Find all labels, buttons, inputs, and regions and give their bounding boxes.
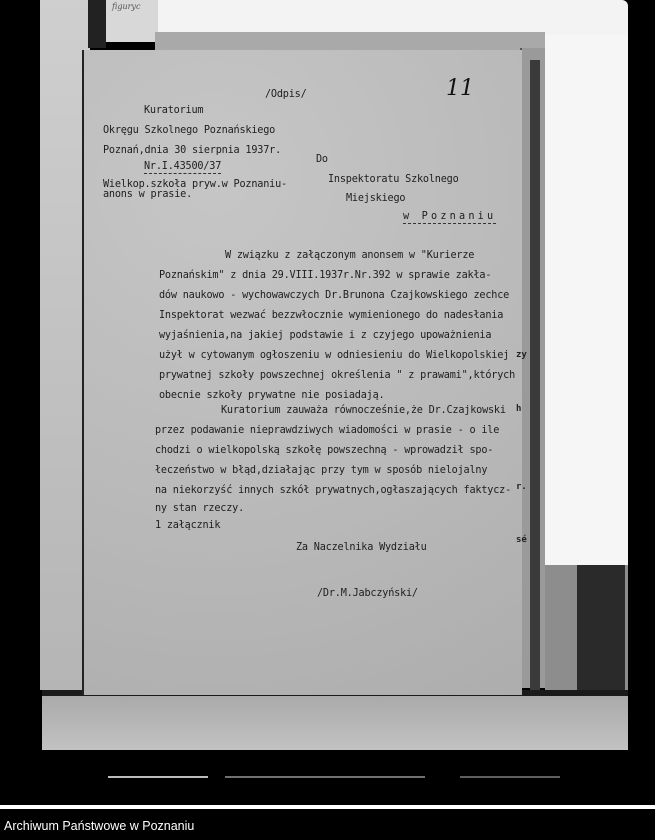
margin-fragment: r. bbox=[516, 482, 527, 492]
film-scratch bbox=[108, 776, 208, 778]
body-line: obecnie szkoły prywatne nie posiadają. bbox=[159, 390, 385, 401]
body-line: dów naukowo - wychowawczych Dr.Brunona Czajkowskiego zechce bbox=[159, 290, 510, 301]
folder-tab bbox=[106, 0, 158, 42]
signature-on-behalf: Za Naczelnika Wydziału bbox=[296, 542, 427, 553]
reference-number: Nr.I.43500/37 bbox=[144, 161, 222, 172]
film-scratch bbox=[225, 776, 425, 778]
recipient-city: w Poznaniu bbox=[403, 211, 497, 222]
recipient-line-1: Inspektoratu Szkolnego bbox=[328, 174, 459, 185]
body-line: chodzi o wielkopolską szkołę powszechną - wprowadził spo- bbox=[155, 445, 494, 456]
subject-line-1: Wielkop.szkoła pryw.w Poznaniu- bbox=[103, 179, 287, 190]
margin-fragment: h bbox=[516, 404, 522, 414]
recipient-to: Do bbox=[316, 154, 328, 165]
body-line: łeczeństwo w błąd,działając przy tym w sposób nielojalny bbox=[155, 465, 488, 476]
body-line: wyjaśnienia,na jakiej podstawie i z czyjego upoważnienia bbox=[159, 330, 492, 341]
signature-name: /Dr.M.Jabczyński/ bbox=[317, 588, 418, 599]
background-sheet-right bbox=[540, 35, 628, 567]
body-line: Inspektorat wezwać bezzwłocznie wymienionego do nadesłania bbox=[159, 310, 504, 321]
folder-tab-label: figuryc bbox=[112, 2, 141, 11]
copy-mark: /Odpis/ bbox=[265, 89, 307, 100]
film-scratch bbox=[460, 776, 560, 778]
body-line: W związku z załączonym anonsem w "Kurierze bbox=[225, 250, 475, 261]
body-line: Kuratorium zauważa równocześnie,że Dr.Czajkowski bbox=[221, 405, 506, 416]
margin-fragment: sé bbox=[516, 535, 527, 545]
body-line: ny stan rzeczy. bbox=[155, 503, 245, 514]
recipient-line-2: Miejskiego bbox=[346, 193, 406, 204]
sender-line-1: Kuratorium bbox=[144, 105, 204, 116]
body-line: użył w cytowanym ogłoszeniu w odniesieniu do Wielkopolskiej bbox=[159, 350, 510, 361]
margin-fragment: zy bbox=[516, 350, 527, 360]
attachment-note: 1 załącznik bbox=[155, 520, 221, 531]
body-line: przez podawanie nieprawdziwych wiadomości w prasie - o ile bbox=[155, 425, 500, 436]
subject-line-2: anons w prasie. bbox=[103, 189, 193, 200]
page-stack-shadow bbox=[530, 60, 540, 690]
background-shadow bbox=[88, 0, 106, 48]
document-date: Poznań,dnia 30 sierpnia 1937r. bbox=[103, 145, 282, 156]
body-line: na niekorzyść innych szkół prywatnych,ogłaszających faktycz- bbox=[155, 485, 512, 496]
body-line: prywatnej szkoły powszechnej określenia " z prawami",których bbox=[159, 370, 516, 381]
folio-number: 11 bbox=[446, 76, 474, 101]
sender-line-2: Okręgu Szkolnego Poznańskiego bbox=[103, 125, 276, 136]
background-sheet-lower-right bbox=[545, 565, 628, 705]
archive-name: Archiwum Państwowe w Poznaniu bbox=[4, 819, 195, 833]
body-line: Poznańskim" z dnia 29.VIII.1937r.Nr.392 w sprawie zakła- bbox=[159, 270, 492, 281]
archive-footer bbox=[0, 805, 655, 840]
background-board bbox=[42, 690, 628, 750]
